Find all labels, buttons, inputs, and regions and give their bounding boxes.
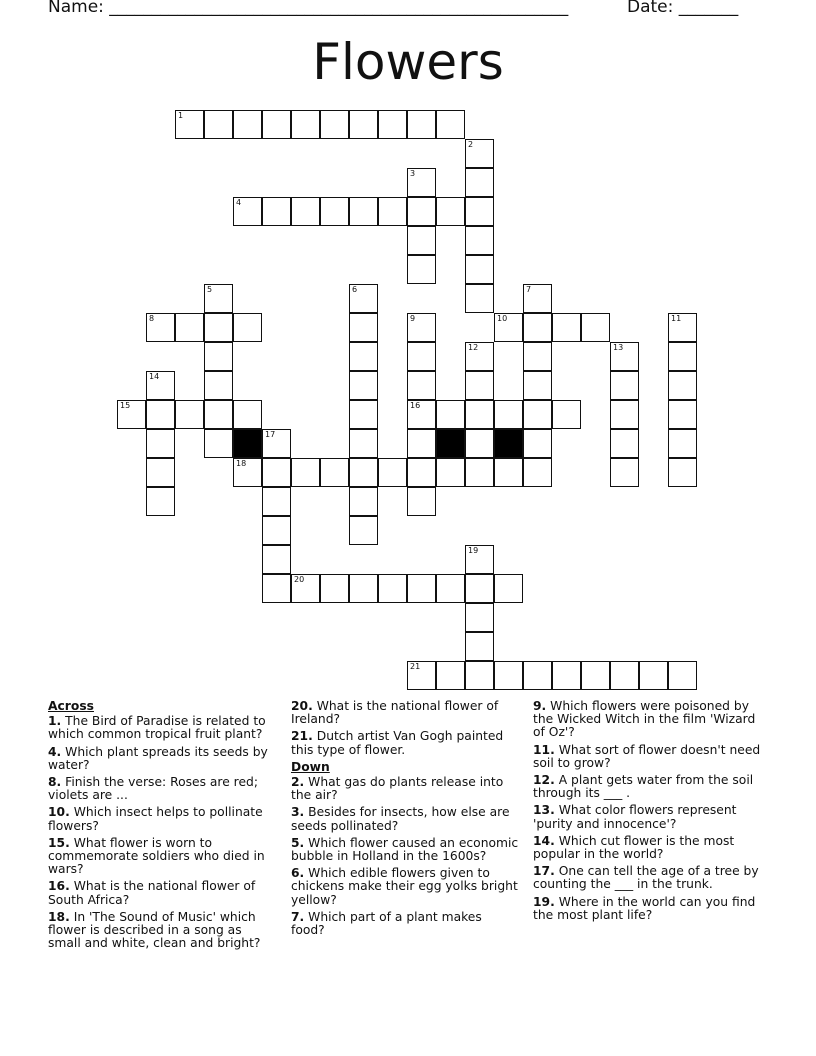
grid-cell[interactable] (552, 313, 581, 342)
clue-number: 9 (410, 314, 416, 323)
grid-cell[interactable] (233, 458, 262, 487)
grid-cell[interactable] (204, 371, 233, 400)
grid-cell[interactable] (146, 487, 175, 516)
grid-cell[interactable] (262, 516, 291, 545)
grid-cell[interactable] (465, 574, 494, 603)
grid-cell[interactable] (465, 255, 494, 284)
grid-cell[interactable] (233, 400, 262, 429)
grid-cell[interactable] (407, 255, 436, 284)
grid-cell[interactable] (436, 400, 465, 429)
grid-cell[interactable] (378, 574, 407, 603)
clue-number: 2 (468, 140, 474, 149)
grid-cell[interactable] (407, 458, 436, 487)
grid-cell[interactable] (465, 632, 494, 661)
grid-cell[interactable] (465, 139, 494, 168)
grid-cell[interactable] (407, 226, 436, 255)
grid-cell[interactable] (262, 429, 291, 458)
across-clue-4: 4. Which plant spreads its seeds by water? (48, 744, 268, 772)
clue-number: 6 (352, 285, 358, 294)
clue-number: 17 (265, 430, 276, 439)
across-clue-18: 18. In 'The Sound of Music' which flower is described in a song as small and white, clean and bright? (48, 909, 261, 951)
down-clue-5: 5. Which flower caused an economic bubble in Holland in the 1600s? (291, 835, 519, 864)
grid-cell[interactable] (262, 487, 291, 516)
grid-cell[interactable] (465, 342, 494, 371)
across-clue-1: 1. The Bird of Paradise is related to which common tropical fruit plant? (48, 714, 266, 742)
grid-cell[interactable] (175, 110, 204, 139)
grid-cell[interactable] (204, 342, 233, 371)
grid-cell[interactable] (581, 313, 610, 342)
grid-cell[interactable] (610, 458, 639, 487)
across-clue-8: 8. Finish the verse: Roses are red; violets are ... (48, 775, 258, 803)
grid-cell[interactable] (668, 458, 697, 487)
grid-cell[interactable] (552, 661, 581, 690)
grid-cell[interactable] (610, 429, 639, 458)
grid-cell[interactable] (610, 371, 639, 400)
grid-cell[interactable] (407, 168, 436, 197)
grid-cell[interactable] (407, 197, 436, 226)
clue-number: 14 (149, 372, 160, 381)
grid-cell[interactable] (262, 574, 291, 603)
down-clue-14: 14. Which cut flower is the most popular in the world? (533, 833, 735, 862)
grid-cell[interactable] (668, 400, 697, 429)
grid-cell[interactable] (349, 458, 378, 487)
grid-cell[interactable] (523, 342, 552, 371)
grid-cell[interactable] (233, 110, 262, 139)
clue-number: 21 (410, 662, 421, 671)
grid-cell[interactable] (349, 429, 378, 458)
grid-cell[interactable] (291, 197, 320, 226)
grid-cell[interactable] (494, 661, 523, 690)
clue-number: 16 (410, 401, 421, 410)
grid-cell[interactable] (610, 661, 639, 690)
grid-cell[interactable] (523, 400, 552, 429)
clue-number: 19 (468, 546, 479, 555)
down-clue-12: 12. A plant gets water from the soil through its ___ . (533, 773, 754, 801)
grid-cell[interactable] (407, 661, 436, 690)
grid-cell[interactable] (407, 400, 436, 429)
clue-number: 18 (236, 459, 247, 468)
grid-cell[interactable] (146, 458, 175, 487)
grid-cell[interactable] (465, 284, 494, 313)
grid-cell[interactable] (407, 429, 436, 458)
grid-cell[interactable] (407, 371, 436, 400)
grid-cell[interactable] (349, 197, 378, 226)
grid-cell[interactable] (175, 400, 204, 429)
grid-cell[interactable] (465, 226, 494, 255)
grid-cell[interactable] (465, 371, 494, 400)
grid-cell[interactable] (378, 110, 407, 139)
grid-cell[interactable] (291, 574, 320, 603)
down-clue-7: 7. Which part of a plant makes food? (291, 909, 482, 938)
clues-column-2 (291, 700, 519, 941)
down-heading: Down (291, 759, 330, 774)
grid-block (233, 429, 262, 458)
grid-cell[interactable] (610, 342, 639, 371)
down-clue-3: 3. Besides for insects, how else are seeds pollinated? (291, 805, 510, 833)
grid-cell[interactable] (146, 313, 175, 342)
grid-cell[interactable] (465, 168, 494, 197)
grid-cell[interactable] (233, 313, 262, 342)
grid-cell[interactable] (465, 545, 494, 574)
grid-cell[interactable] (262, 197, 291, 226)
clues-column-3 (533, 700, 761, 926)
across-clue-15: 15. What flower is worn to commemorate soldiers who died in wars? (48, 835, 265, 877)
grid-cell[interactable] (523, 429, 552, 458)
grid-cell[interactable] (436, 197, 465, 226)
grid-block (436, 429, 465, 458)
grid-cell[interactable] (262, 110, 291, 139)
grid-cell[interactable] (204, 400, 233, 429)
grid-cell[interactable] (523, 661, 552, 690)
clue-number: 10 (497, 314, 508, 323)
grid-cell[interactable] (349, 574, 378, 603)
grid-cell[interactable] (349, 371, 378, 400)
grid-cell[interactable] (320, 110, 349, 139)
grid-cell[interactable] (146, 400, 175, 429)
grid-cell[interactable] (465, 661, 494, 690)
grid-cell[interactable] (291, 110, 320, 139)
grid-cell[interactable] (465, 197, 494, 226)
name-field-label: Name: ______________________________________________________ (48, 0, 569, 17)
grid-cell[interactable] (204, 284, 233, 313)
grid-cell[interactable] (320, 574, 349, 603)
grid-cell[interactable] (494, 313, 523, 342)
grid-cell[interactable] (552, 400, 581, 429)
down-clue-17: 17. One can tell the age of a tree by counting the ___ in the trunk. (533, 864, 759, 892)
down-clue-13: 13. What color flowers represent 'purity and innocence'? (533, 803, 737, 831)
grid-cell[interactable] (668, 429, 697, 458)
grid-cell[interactable] (349, 487, 378, 516)
grid-cell[interactable] (494, 574, 523, 603)
clue-number: 20 (294, 575, 305, 584)
grid-cell[interactable] (204, 429, 233, 458)
grid-cell[interactable] (581, 661, 610, 690)
down-clue-11: 11. What sort of flower doesn't need soil to grow? (533, 742, 761, 770)
grid-cell[interactable] (349, 110, 378, 139)
down-clue-9: 9. Which flowers were poisoned by the Wicked Witch in the film 'Wizard of Oz'? (533, 699, 756, 740)
grid-cell[interactable] (262, 458, 291, 487)
grid-cell[interactable] (349, 400, 378, 429)
across-clue-21: 21. Dutch artist Van Gogh painted this type of flower. (291, 729, 504, 757)
grid-cell[interactable] (175, 313, 204, 342)
grid-cell[interactable] (349, 342, 378, 371)
grid-cell[interactable] (378, 458, 407, 487)
grid-cell[interactable] (349, 516, 378, 545)
grid-cell[interactable] (523, 458, 552, 487)
clue-number: 7 (526, 285, 532, 294)
grid-cell[interactable] (668, 342, 697, 371)
grid-cell[interactable] (668, 661, 697, 690)
grid-cell[interactable] (523, 313, 552, 342)
grid-cell[interactable] (146, 371, 175, 400)
across-clue-20: 20. What is the national flower of Ireland? (291, 699, 499, 727)
grid-cell[interactable] (378, 197, 407, 226)
grid-cell[interactable] (465, 603, 494, 632)
grid-cell[interactable] (523, 284, 552, 313)
grid-cell[interactable] (494, 400, 523, 429)
grid-cell[interactable] (349, 284, 378, 313)
clue-number: 15 (120, 401, 131, 410)
clue-number: 1 (178, 111, 184, 120)
grid-cell[interactable] (407, 342, 436, 371)
grid-cell[interactable] (494, 458, 523, 487)
clue-number: 5 (207, 285, 213, 294)
grid-cell[interactable] (436, 110, 465, 139)
grid-cell[interactable] (407, 313, 436, 342)
grid-cell[interactable] (407, 110, 436, 139)
date-field-label: Date: _______ (627, 0, 739, 17)
grid-cell[interactable] (523, 371, 552, 400)
across-clue-10: 10. Which insect helps to pollinate flowers? (48, 805, 263, 833)
grid-cell[interactable] (291, 458, 320, 487)
grid-cell[interactable] (668, 313, 697, 342)
clue-number: 3 (410, 169, 416, 178)
grid-cell[interactable] (639, 661, 668, 690)
grid-cell[interactable] (436, 574, 465, 603)
grid-cell[interactable] (204, 110, 233, 139)
grid-cell[interactable] (465, 400, 494, 429)
clue-number: 13 (613, 343, 624, 352)
grid-cell[interactable] (117, 400, 146, 429)
grid-block (494, 429, 523, 458)
grid-cell[interactable] (436, 661, 465, 690)
clue-number: 8 (149, 314, 155, 323)
grid-cell[interactable] (320, 197, 349, 226)
clue-number: 11 (671, 314, 682, 323)
grid-cell[interactable] (204, 313, 233, 342)
page-title: Flowers (312, 33, 504, 91)
grid-cell[interactable] (610, 400, 639, 429)
grid-cell[interactable] (465, 429, 494, 458)
down-clue-2: 2. What gas do plants release into the air? (291, 775, 504, 803)
grid-cell[interactable] (233, 197, 262, 226)
grid-cell[interactable] (320, 458, 349, 487)
grid-cell[interactable] (407, 487, 436, 516)
clue-number: 4 (236, 198, 242, 207)
grid-cell[interactable] (262, 545, 291, 574)
clue-number: 12 (468, 343, 479, 352)
across-heading: Across (48, 699, 94, 713)
grid-cell[interactable] (436, 458, 465, 487)
clues-column-1 (48, 700, 276, 954)
grid-cell[interactable] (407, 574, 436, 603)
down-clue-6: 6. Which edible flowers given to chickens make their egg yolks bright yellow? (291, 866, 518, 907)
grid-cell[interactable] (668, 371, 697, 400)
grid-cell[interactable] (465, 458, 494, 487)
grid-cell[interactable] (146, 429, 175, 458)
down-clue-19: 19. Where in the world can you find the most plant life? (533, 894, 756, 922)
grid-cell[interactable] (349, 313, 378, 342)
across-clue-16: 16. What is the national flower of South Africa? (48, 879, 256, 907)
